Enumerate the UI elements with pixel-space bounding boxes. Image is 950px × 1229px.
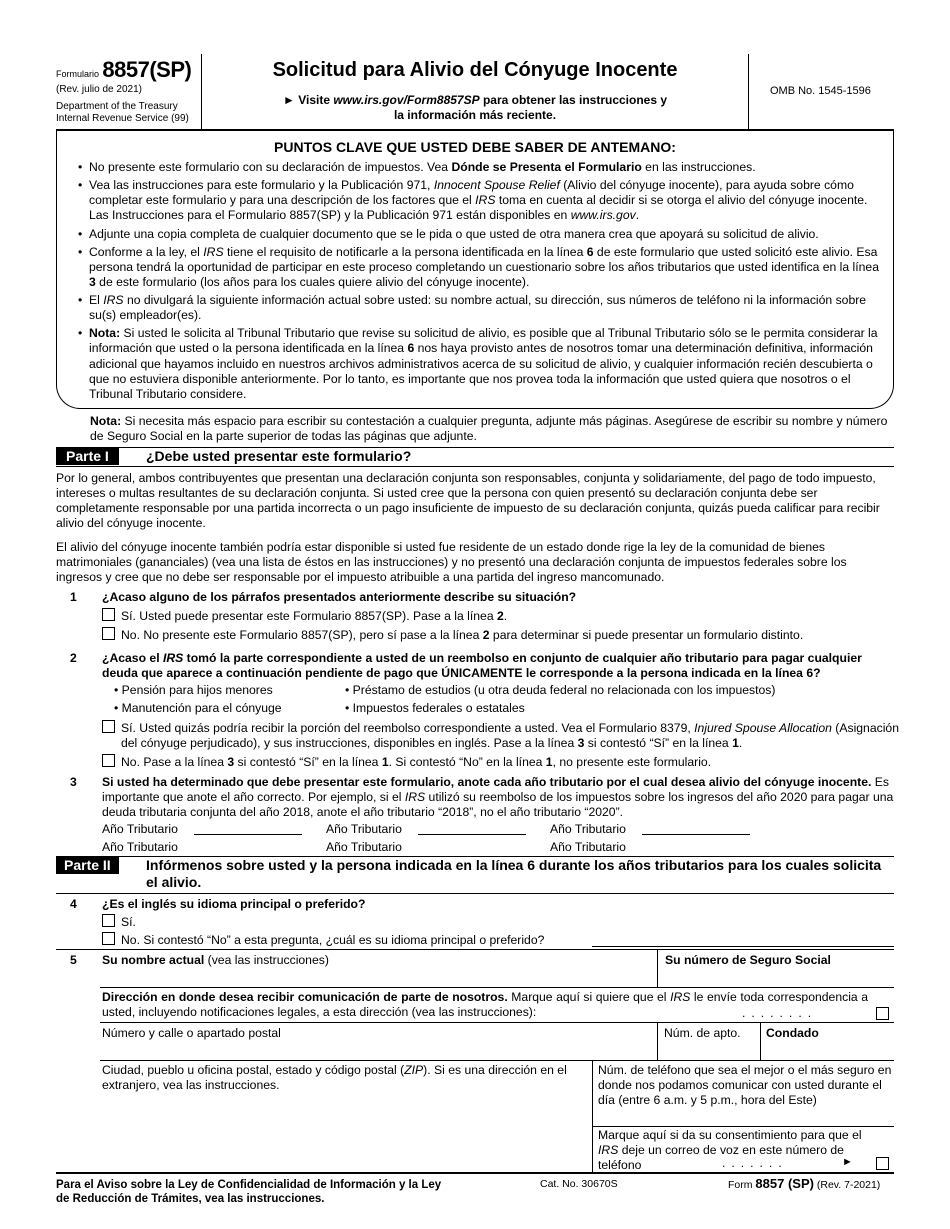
key-point: • Nota: Si usted le solicita al Tribunal Tributario que revise su solicitud de alivio, es posible que al Tribunal Tributario sólo se le permita considerar la información que usted o la persona identificada en la línea 6 nos haya provisto antes de nosotros tomar una determinación definitiva, información adicional que hayamos incluido en nuestros archivos administrativos acerca de su solicitud de alivio, y cualquier información recién descubierta o que no estuviera disponible anteriormente. Por lo tanto, es importante que nos provea toda la información que usted quiera que nosotros o el Tribunal Tributario considere. [76, 326, 882, 402]
county-label: Condado [766, 1026, 819, 1040]
line2-number: 2 [70, 651, 77, 665]
tax-year-label: Año Tributario [550, 822, 626, 836]
irs-url-link[interactable]: www.irs.gov/Form8857SP [333, 92, 480, 107]
tax-year-row [102, 822, 894, 838]
part2-label: Parte II [56, 857, 119, 874]
line2-debt-item: • Impuestos federales o estatales [345, 701, 525, 715]
visit-prefix: ► Visite [282, 92, 334, 107]
phone-input[interactable] [596, 1108, 892, 1126]
line2-debt-item: • Préstamo de estudios (u otra deuda federal no relacionada con los impuestos) [345, 683, 776, 697]
line1-no-checkbox[interactable] [102, 627, 115, 640]
line1-yes-checkbox[interactable] [102, 608, 115, 621]
line5-number: 5 [70, 953, 77, 967]
voicemail-checkbox[interactable] [876, 1157, 889, 1170]
footer-form-id: Form 8857 (SP) (Rev. 7-2021) [728, 1176, 881, 1191]
key-points-heading: PUNTOS CLAVE QUE USTED DEBE SABER DE ANTEMANO: [274, 139, 676, 155]
part2-title: Infórmenos sobre usted y la persona indicada en la línea 6 durante los años tributarios para los cuales solicita el alivio. [146, 857, 882, 890]
street-label: Número y calle o apartado postal [102, 1026, 281, 1040]
omb-number: OMB No. 1545-1596 [770, 85, 871, 97]
city-label: Ciudad, pueblo u oficina postal, estado y código postal (ZIP). Si es una dirección en el extranjero, vea las instrucciones. [102, 1063, 567, 1093]
line4-no-row: No. Si contestó “No” a esta pregunta, ¿cuál es su idioma principal o preferido? [102, 932, 544, 948]
tax-year-input[interactable] [642, 822, 750, 835]
line2-no-row: No. Pase a la línea 3 si contestó “Sí” en la línea 1. Si contestó “No” en la línea 1, no presente este formulario. [102, 754, 711, 770]
form-prefix: Formulario [56, 69, 100, 79]
visit-suffix: para obtener las instrucciones y [479, 92, 668, 107]
tax-year-label: Año Tributario [102, 840, 178, 854]
cat-number: Cat. No. 30670S [540, 1178, 618, 1190]
key-point: • Conforme a la ley, el IRS tiene el requisito de notificarle a la persona identificada en la línea 6 de este formulario que usted solicitó este alivio. Esa persona tendrá la oportunidad de participar en este proceso completando un cuestionario sobre los años tributarios que usted identifica en la línea 3 de este formulario (los años para los cuales quiere alivio del cónyuge inocente). [76, 245, 882, 290]
line2-debt-item: • Manutención para el cónyuge [114, 701, 282, 715]
key-point: • El IRS no divulgará la siguiente información actual sobre usted: su nombre actual, su dirección, sus números de teléfono ni la información sobre su(s) empleador(es). [76, 293, 882, 323]
street-input[interactable] [100, 1042, 656, 1060]
part1-label: Parte I [56, 448, 119, 465]
name-input[interactable] [100, 968, 656, 986]
form-title-block [205, 58, 745, 123]
key-points-list [76, 160, 882, 405]
part1-header [56, 448, 894, 466]
voicemail-consent: Marque aquí si da su consentimiento para que el IRS deje un correo de voz en este número de teléfono [598, 1128, 862, 1173]
line4-yes-row: Sí. [102, 914, 136, 930]
tax-year-label: Año Tributario [326, 840, 402, 854]
tax-year-label: Año Tributario [550, 840, 626, 854]
line2-yes-row: Sí. Usted quizás podría recibir la porción del reembolso correspondiente a usted. Vea el Formulario 8379, Injured Spouse Allocation (Asignación del cónyuge perjudicado), y sus instrucciones, disponibles en inglés. Pase a la línea 3 si contestó “Sí” en la línea 1. [102, 720, 913, 751]
form-revision: (Rev. julio de 2021) [56, 84, 142, 96]
arrow-icon: ► [842, 1156, 853, 1168]
line4-yes-checkbox[interactable] [102, 914, 115, 927]
line1-no-row: No. No presente este Formulario 8857(SP), pero sí pase a la línea 2 para determinar si puede presentar un formulario distinto. [102, 627, 803, 643]
address-checkbox[interactable] [876, 1007, 889, 1020]
visit-line2: la información más reciente. [393, 107, 557, 122]
tax-year-label: Año Tributario [102, 822, 178, 836]
tax-year-row [102, 840, 894, 856]
address-leader-dots: ........ [742, 1006, 818, 1020]
tax-year-input[interactable] [418, 822, 526, 835]
phone-label: Núm. de teléfono que sea el mejor o el más seguro en donde nos podamos comunicar con usted durante el día (entre 6 a.m. y 5 p.m., hora del Este) [598, 1063, 892, 1108]
line2-question: ¿Acaso el IRS tomó la parte correspondiente a usted de un reembolso en conjunto de cualquier año tributario para pagar cualquier deuda que aparece a continuación pendiente de pago que ÚNICAMENTE le corresponde a la persona indicada en la línea 6? [102, 651, 862, 681]
tax-year-input[interactable] [194, 822, 302, 835]
key-point: • Adjunte una copia completa de cualquier documento que se le pida o que usted de otra manera crea que apoyará su solicitud de alivio. [76, 227, 882, 242]
part2-header [56, 857, 894, 893]
line2-yes-checkbox[interactable] [102, 720, 115, 733]
tax-year-label: Año Tributario [326, 822, 402, 836]
form-title: Solicitud para Alivio del Cónyuge Inocente [272, 59, 678, 81]
name-label: Su nombre actual (vea las instrucciones) [102, 953, 329, 967]
privacy-notice: Para el Aviso sobre la Ley de Confidencialidad de Información y la Ley de Reducción de Trámites, vea las instrucciones. [56, 1179, 442, 1206]
key-point: • Vea las instrucciones para este formulario y la Publicación 971, Innocent Spouse Relief (Alivio del cónyuge inocente), para ayuda sobre cómo completar este formulario y para una descripción de los factores que el IRS toma en cuenta al decidir si se otorga el alivio del cónyuge inocente. Las Instrucciones para el Formulario 8857(SP) y la Publicación 971 están disponibles en www.irs.gov. [76, 178, 882, 223]
irs-service: Internal Revenue Service (99) [56, 113, 189, 125]
line1-number: 1 [70, 590, 77, 604]
preferred-language-input[interactable] [592, 934, 894, 947]
voicemail-leader-dots: ....... [722, 1156, 788, 1170]
line3-instructions: Si usted ha determinado que debe presentar este formulario, anote cada año tributario por el cual desea alivio del cónyuge inocente. Es importante que anote el año correcto. Por ejemplo, si el IRS utilizó su reembolso de los impuestos sobre los ingresos del año 2020 para pagar una deuda tributaria conjunta del año 2018, anote el año tributario “2018”, no el año tributario “2020”. [102, 775, 894, 820]
form-id-block [56, 56, 202, 125]
line1-question: ¿Acaso alguno de los párrafos presentados anteriormente describe su situación? [102, 590, 577, 604]
line2-debt-item: • Pensión para hijos menores [114, 683, 273, 697]
line1-yes-row: Sí. Usted puede presentar este Formulario 8857(SP). Pase a la línea 2. [102, 608, 507, 624]
line3-number: 3 [70, 775, 77, 789]
general-note: Nota: Si necesita más espacio para escribir su contestación a cualquier pregunta, adjunte más páginas. Asegúrese de escribir su nombre y número de Seguro Social en la parte superior de todas las páginas que adjunte. [90, 414, 888, 444]
apt-label: Núm. de apto. [664, 1026, 741, 1040]
department: Department of the Treasury [56, 100, 178, 112]
part1-para2: El alivio del cónyuge inocente también podría estar disponible si usted fue residente de un estado donde rige la ley de la comunidad de bienes matrimoniales (gananciales) (vea una lista de éstos en las instrucciones) y no presentó una declaración conjunta de impuestos federales sobre los ingresos y cree que no debe ser responsable por el impuesto atribuible a una partida del ingreso mancomunado. [56, 540, 847, 585]
city-input[interactable] [100, 1095, 590, 1170]
ssn-input[interactable] [660, 968, 892, 986]
county-input[interactable] [763, 1042, 893, 1060]
line4-question: ¿Es el inglés su idioma principal o preferido? [102, 897, 366, 911]
address-preference: Dirección en donde desea recibir comunicación de parte de nosotros. Marque aquí si quiere que el IRS le envíe toda correspondencia a usted, incluyendo notificaciones legales, a esta dirección (vea las instrucciones): [102, 990, 869, 1020]
line2-no-checkbox[interactable] [102, 754, 115, 767]
part1-para1: Por lo general, ambos contribuyentes que presentan una declaración conjunta son responsables, conjunta y solidariamente, del pago de todo impuesto, intereses o multas resultantes de su declaración conjunta. Si usted cree que la persona con quien presentó su declaración conjunta debe ser completamente responsable por una partida incorrecta o un pago insuficiente de impuesto de su declaración conjunta, quizás pueda calificar para recibir alivio del cónyuge inocente. [56, 471, 880, 531]
ssn-label: Su número de Seguro Social [665, 953, 831, 967]
key-point: • No presente este formulario con su declaración de impuestos. Vea Dónde se Presenta el Formulario en las instrucciones. [76, 160, 882, 175]
apt-input[interactable] [660, 1042, 758, 1060]
part1-title: ¿Debe usted presentar este formulario? [146, 448, 412, 464]
line4-number: 4 [70, 897, 77, 911]
line4-no-checkbox[interactable] [102, 932, 115, 945]
form-number: 8857(SP) [102, 57, 192, 82]
